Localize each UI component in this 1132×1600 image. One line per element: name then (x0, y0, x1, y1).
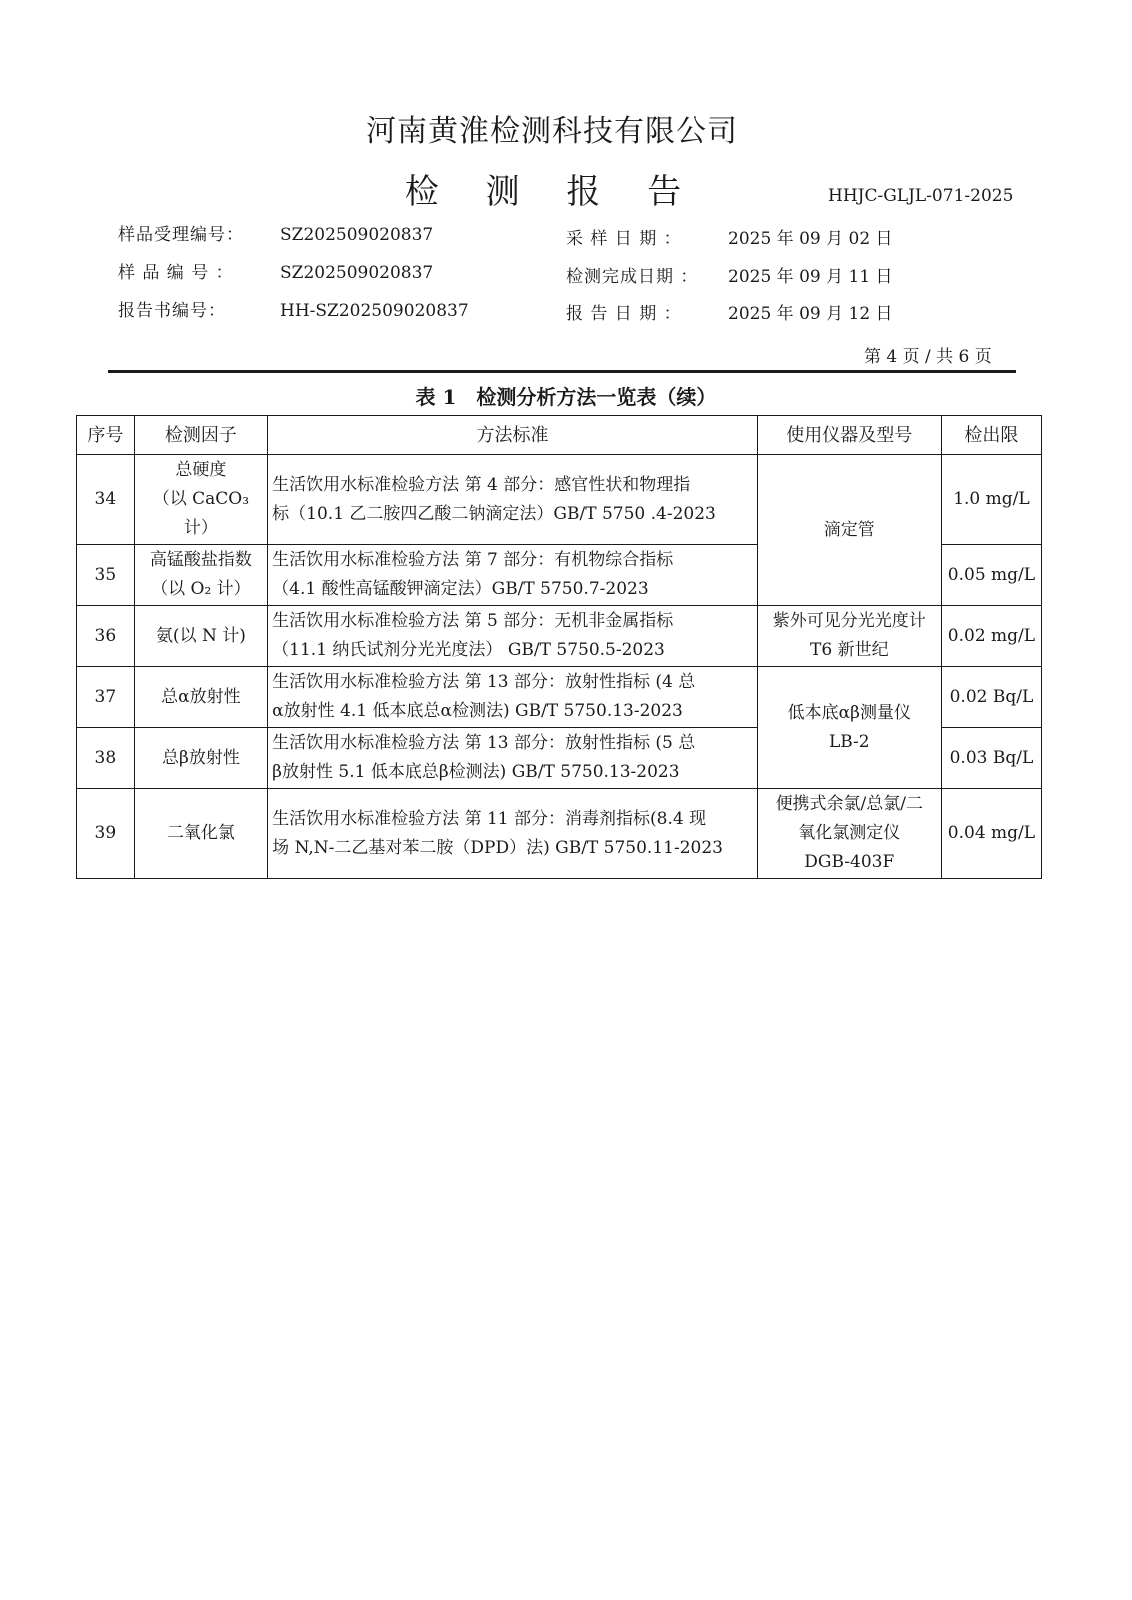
row-factor: 总β放射性 (134, 728, 268, 789)
row-limit: 1.0 mg/L (941, 455, 1041, 545)
row-limit: 0.04 mg/L (941, 789, 1041, 879)
method-line: 生活饮用水标准检验方法 第 4 部分：感官性状和物理指 (272, 474, 691, 495)
row-factor (134, 545, 268, 606)
row-number: 34 (77, 455, 135, 545)
report-number-value: HH-SZ202509020837 (280, 301, 469, 321)
method-line: β放射性 5.1 低本底总β检测法) GB/T 5750.13-2023 (272, 762, 680, 782)
receipt-number-value: SZ202509020837 (280, 225, 434, 245)
document-title: 检 测 报 告 (404, 172, 700, 212)
report-date-value: 2025 年 09 月 12 日 (728, 304, 893, 324)
completion-date-label: 检测完成日期 ： (566, 267, 699, 287)
report-date-row (566, 299, 893, 324)
table-row (77, 667, 1042, 728)
report-number-label: 报告书编号： (118, 301, 226, 321)
row-number: 38 (77, 728, 135, 789)
completion-date-value: 2025 年 09 月 11 日 (728, 267, 893, 287)
row-limit: 0.03 Bq/L (941, 728, 1041, 789)
method-line: 生活饮用水标准检验方法 第 13 部分：放射性指标 (4 总 (272, 672, 696, 692)
sample-number-value: SZ202509020837 (280, 263, 434, 283)
instrument-line: 紫外可见分光光度计 (772, 611, 926, 631)
row-factor: 二氧化氯 (134, 789, 268, 879)
method-line: （11.1 纳氏试剂分光光度法） GB/T 5750.5-2023 (272, 640, 665, 660)
company-name: 河南黄淮检测科技有限公司 (366, 114, 738, 149)
method-line: 生活饮用水标准检验方法 第 13 部分：放射性指标 (5 总 (272, 733, 696, 753)
instrument-line: 便携式余氯/总氯/二 (775, 794, 924, 814)
table-title: 表 1 检测分析方法一览表（续） (415, 385, 717, 409)
header-no: 序号 (77, 416, 135, 455)
sample-number-label: 样 品 编 号 ： (118, 263, 234, 283)
instrument-line: 低本底αβ测量仪 (787, 702, 911, 723)
header-divider (108, 370, 1016, 373)
factor-line: （以 CaCO₃ 计） (152, 489, 250, 538)
header-instrument: 使用仪器及型号 (757, 416, 941, 455)
method-line: 场 N,N-二乙基对苯二胺（DPD）法) GB/T 5750.11-2023 (272, 837, 723, 858)
instrument-line: DGB-403F (804, 852, 895, 872)
instrument-line: LB-2 (828, 731, 870, 752)
report-date-label: 报 告 日 期 ： (566, 304, 682, 324)
method-line: （4.1 酸性高锰酸钾滴定法）GB/T 5750.7-2023 (272, 579, 649, 599)
row-method (268, 455, 758, 545)
row-instrument (757, 667, 941, 789)
row-method (268, 789, 758, 879)
method-line: α放射性 4.1 低本底总α检测法) GB/T 5750.13-2023 (272, 701, 683, 721)
methods-table (76, 415, 1042, 879)
table-row (77, 606, 1042, 667)
row-number: 36 (77, 606, 135, 667)
row-instrument (757, 789, 941, 879)
row-number: 39 (77, 789, 135, 879)
row-factor (134, 455, 268, 545)
instrument-line: 氧化氯测定仪 (798, 823, 901, 843)
factor-line: 高锰酸盐指数 (149, 550, 252, 570)
row-limit: 0.05 mg/L (941, 545, 1041, 606)
row-number: 37 (77, 667, 135, 728)
method-line: 标（10.1 乙二胺四乙酸二钠滴定法）GB/T 5750 .4-2023 (272, 503, 716, 524)
receipt-number-row (118, 220, 433, 245)
header-limit: 检出限 (941, 416, 1041, 455)
sample-number-row (118, 258, 433, 283)
row-instrument (757, 606, 941, 667)
header-method: 方法标准 (268, 416, 758, 455)
table-row (77, 455, 1042, 545)
method-line: 生活饮用水标准检验方法 第 11 部分：消毒剂指标(8.4 现 (272, 808, 707, 829)
page-number: 第 4 页 / 共 6 页 (864, 347, 992, 367)
row-method (268, 667, 758, 728)
table-row (77, 789, 1042, 879)
row-number: 35 (77, 545, 135, 606)
document-code: HHJC-GLJL-071-2025 (828, 186, 1014, 206)
sampling-date-row (566, 224, 893, 249)
factor-line: 总硬度 (175, 460, 227, 480)
row-factor: 总α放射性 (134, 667, 268, 728)
instrument-line: T6 新世纪 (810, 640, 889, 660)
receipt-number-label: 样品受理编号： (118, 225, 244, 245)
factor-line: （以 O₂ 计） (151, 579, 251, 599)
row-limit: 0.02 Bq/L (941, 667, 1041, 728)
sampling-date-label: 采 样 日 期 ： (566, 229, 682, 249)
row-factor: 氨(以 N 计) (134, 606, 268, 667)
table-header-row (77, 416, 1042, 455)
report-number-row (118, 296, 469, 321)
sampling-date-value: 2025 年 09 月 02 日 (728, 229, 893, 249)
row-limit: 0.02 mg/L (941, 606, 1041, 667)
row-method (268, 728, 758, 789)
method-line: 生活饮用水标准检验方法 第 7 部分：有机物综合指标 (272, 550, 674, 570)
completion-date-row (566, 262, 893, 287)
row-method (268, 545, 758, 606)
row-method (268, 606, 758, 667)
row-instrument: 滴定管 (757, 455, 941, 606)
header-factor: 检测因子 (134, 416, 268, 455)
method-line: 生活饮用水标准检验方法 第 5 部分：无机非金属指标 (272, 611, 674, 631)
seal-stamp-fragment (1094, 630, 1124, 850)
